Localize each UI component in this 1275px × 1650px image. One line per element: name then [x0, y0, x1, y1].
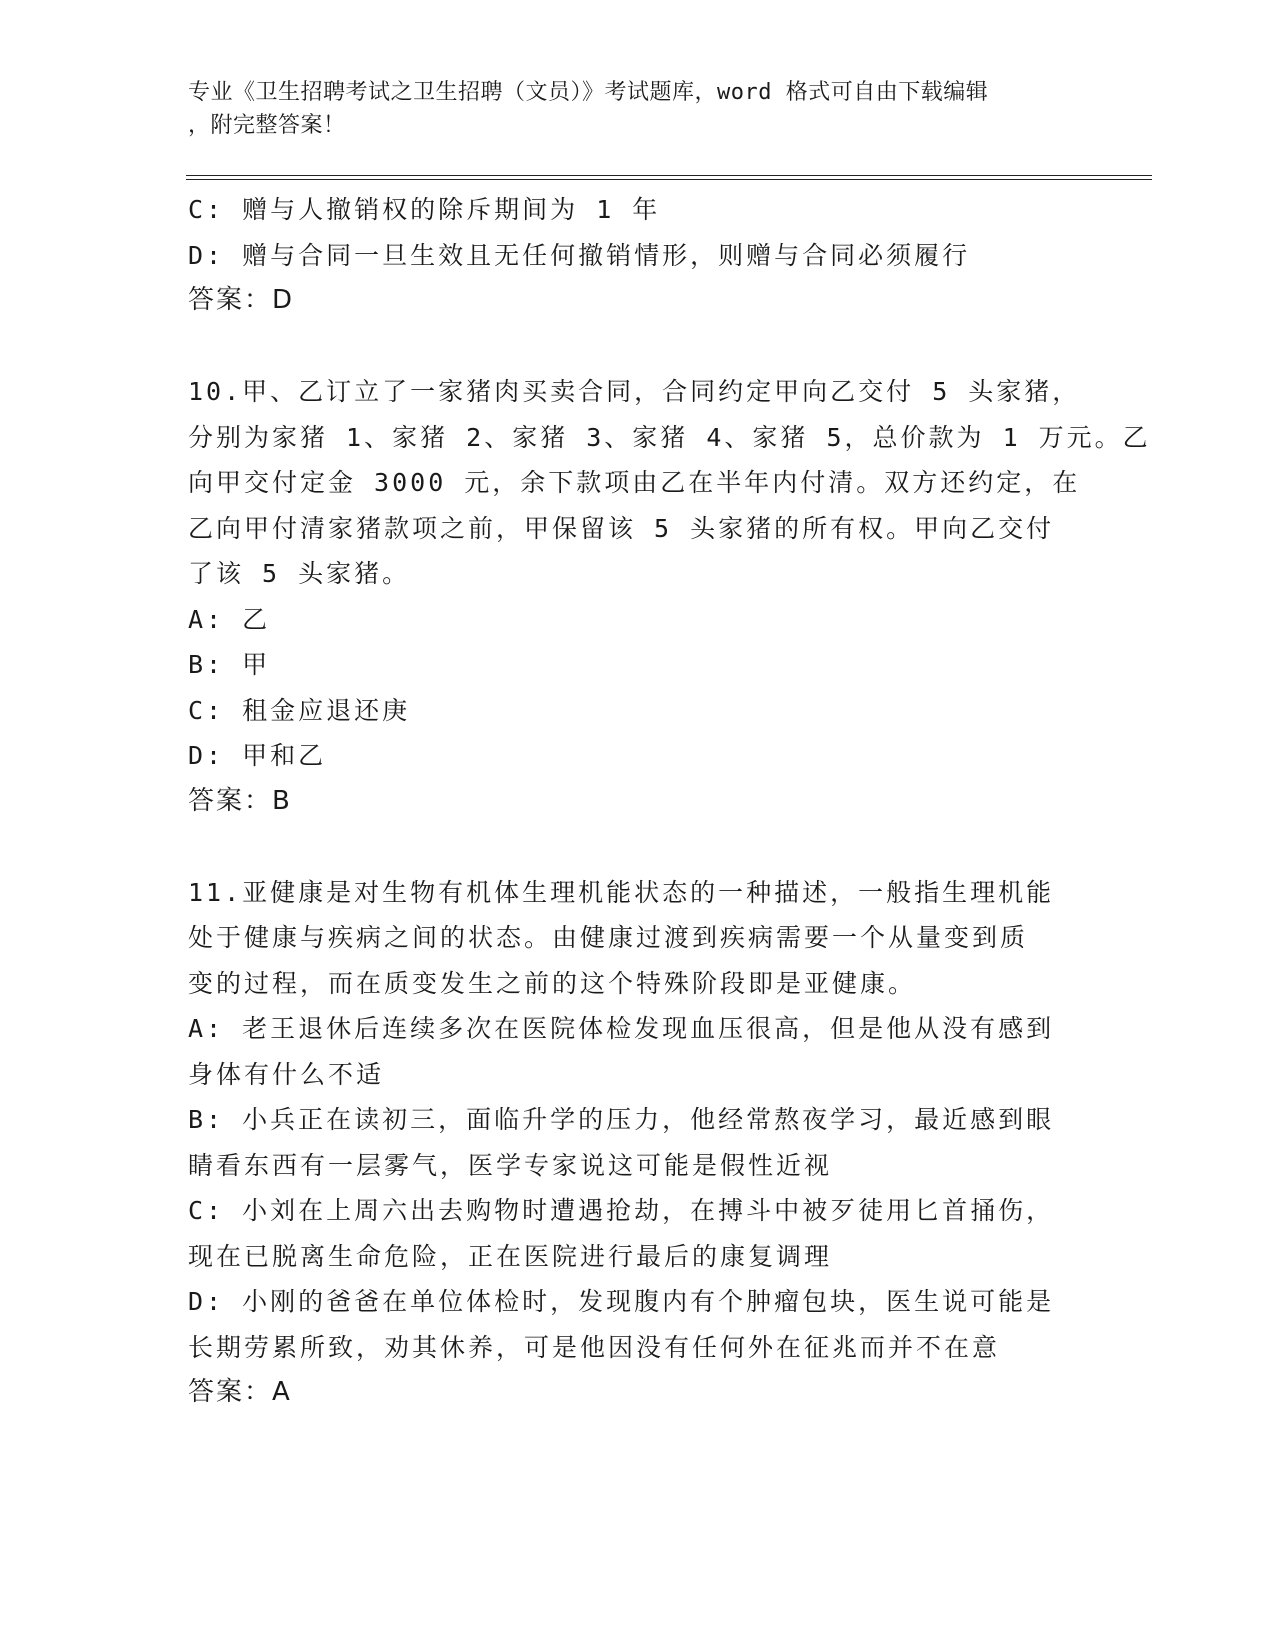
- prev-option-d: D: 赠与合同一旦生效且无任何撤销情形，则赠与合同必须履行: [188, 240, 971, 270]
- question-content: [188, 187, 1151, 1416]
- prev-answer: 答案：D: [188, 285, 295, 315]
- question-10-option-d: D: 甲和乙: [188, 741, 327, 770]
- question-10-stem-line: 乙向甲付清家猪款项之前，甲保留该 5 头家猪的所有权。甲向乙交付: [188, 513, 1055, 543]
- question-11-option-d: D: 小刚的爸爸在单位体检时，发现腹内有个肿瘤包块，医生说可能是: [188, 1287, 1055, 1316]
- spacer: [188, 324, 1088, 370]
- question-10-stem-line: 了该 5 头家猪。: [188, 559, 411, 588]
- question-11-option-b: B: 小兵正在读初三，面临升学的压力，他经常熬夜学习，最近感到眼: [188, 1105, 1055, 1134]
- question-11-stem-line: 变的过程，而在质变发生之前的这个特殊阶段即是亚健康。: [188, 968, 917, 998]
- question-11-option-c: C: 小刘在上周六出去购物时遭遇抢劫，在搏斗中被歹徒用匕首捅伤，: [188, 1196, 1055, 1225]
- question-10-option-b: B: 甲: [188, 650, 271, 679]
- question-11-stem-line: 处于健康与疾病之间的状态。由健康过渡到疾病需要一个从量变到质: [188, 923, 1029, 952]
- question-11-option-a-continued: 身体有什么不适: [188, 1059, 385, 1089]
- question-10-stem-line: 向甲交付定金 3000 元，余下款项由乙在半年内付清。双方还约定，在: [188, 468, 1081, 497]
- question-11-option-c-continued: 现在已脱离生命危险，正在医院进行最后的康复调理: [188, 1241, 833, 1271]
- question-10: [188, 369, 1151, 824]
- question-10-option-c: C: 租金应退还庚: [188, 695, 411, 725]
- question-11-option-b-continued: 睛看东西有一层雾气，医学专家说这可能是假性近视: [188, 1150, 833, 1180]
- prev-option-c: C: 赠与人撤销权的除斥期间为 1 年: [188, 195, 661, 224]
- header-title-line: 专业《卫生招聘考试之卫生招聘（文员）》考试题库，word 格式可自由下载编辑: [188, 80, 989, 105]
- question-10-answer: 答案：B: [188, 785, 292, 816]
- page-header: [188, 76, 1088, 142]
- question-10-option-a: A: 乙: [188, 604, 271, 634]
- header-title-line-continued: ，附完整答案！: [188, 113, 346, 138]
- question-11: [188, 870, 1088, 1416]
- question-11-option-a: A: 老王退休后连续多次在医院体检发现血压很高，但是他从没有感到: [188, 1014, 1055, 1043]
- question-10-stem-line: 10.甲、乙订立了一家猪肉买卖合同，合同约定甲向乙交付 5 头家猪，: [188, 377, 1081, 406]
- question-11-stem-line: 11.亚健康是对生物有机体生理机能状态的一种描述，一般指生理机能: [188, 877, 1055, 907]
- question-11-answer: 答案：A: [188, 1377, 292, 1407]
- question-10-stem-line: 分别为家猪 1、家猪 2、家猪 3、家猪 4、家猪 5，总价款为 1 万元。乙: [188, 422, 1151, 452]
- header-divider: [186, 175, 1152, 180]
- question-11-option-d-continued: 长期劳累所致，劝其休养，可是他因没有任何外在征兆而并不在意: [188, 1332, 1001, 1362]
- spacer: [188, 824, 1088, 870]
